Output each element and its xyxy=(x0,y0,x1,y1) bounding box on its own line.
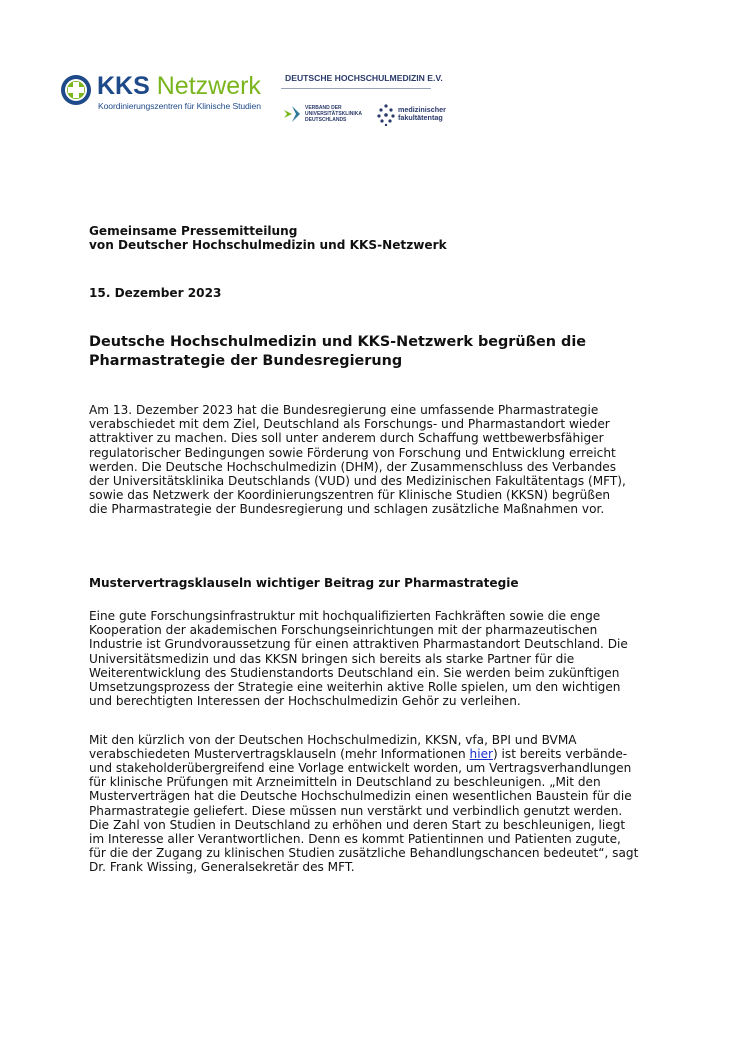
mft-text: medizinischer fakultätentag xyxy=(398,105,446,123)
dhm-divider xyxy=(281,88,431,89)
kks-subtitle: Koordinierungszentren für Klinische Studien xyxy=(98,101,261,111)
more-info-link[interactable]: hier xyxy=(469,747,493,761)
vud-arrow-icon xyxy=(283,105,301,123)
intro-paragraph: Am 13. Dezember 2023 hat die Bundesregierung eine umfassende Pharmastrategie verabschiedet mit dem Ziel, Deutschland als Forschungs- und Pharmastandort wieder attraktiver zu machen. Dies soll unter anderem durch Schaffung wettbewerbsfähiger regulatorischer Bedingungen sowie Förderung von Forschung und Entwicklung erreicht werden. Die Deutsche Hochschulmedizin (DHM), der Zusammenschluss des Verbandes der Universitätsklinika Deutschlands (VUD) und des Medizinischen Fakultätentags (MFT), sowie das Netzwerk der Koordinierungszentren für Klinische Studien (KKSN) begrüßen die Pharmastrategie der Bundesregierung und schlagen zusätzliche Maßnahmen vor. xyxy=(89,403,626,517)
kks-brand-netzwerk: Netzwerk xyxy=(156,72,261,100)
release-date: 15. Dezember 2023 xyxy=(89,286,222,300)
paragraph-2-line-2-post: ) ist bereits verbände- xyxy=(493,747,628,761)
paragraph-2-line-2 xyxy=(89,747,627,761)
vud-text: VERBAND DER UNIVERSITÄTSKLINIKA DEUTSCHLANDS xyxy=(305,105,362,123)
paragraph-2-line-1: Mit den kürzlich von der Deutschen Hochschulmedizin, KKSN, vfa, BPI und BVMA xyxy=(89,733,577,747)
kks-brand-text xyxy=(97,72,261,100)
paragraph-2-rest: und stakeholderübergreifend eine Vorlage entwickelt worden, um Vertragsverhandlungen für klinische Prüfungen mit Arzneimitteln in Deutschland zu beschleunigen. „Mit den Musterverträgen hat die Deutsche Hochschulmedizin einen wesentlichen Baustein für die Pharmastrategie geliefert. Diese müssen nun verstärkt und verbindlich genutzt werden. Die Zahl von Studien in Deutschland zu erhöhen und deren Start zu beschleunigen, liegt im Interesse aller Verantwortlichen. Denn es kommt Patientinnen und Patienten zugute, für die der Zugang zu klinischen Studien zusätzliche Behandlungschancen bedeutet“, sagt Dr. Frank Wissing, Generalsekretär des MFT. xyxy=(89,761,639,875)
dhm-logo xyxy=(281,73,446,133)
headline: Deutsche Hochschulmedizin und KKS-Netzwerk begrüßen die Pharmastrategie der Bundesregierung xyxy=(89,334,587,369)
kks-cross-icon xyxy=(60,74,92,106)
kks-netzwerk-logo xyxy=(60,72,265,118)
paragraph-1: Eine gute Forschungsinfrastruktur mit hochqualifizierten Fachkräften sowie die enge Kooperation der akademischen Forschungseinrichtungen mit der pharmazeutischen Industrie ist Grundvoraussetzung für einen attraktiven Pharmastandort Deutschland. Die Universitätsmedizin und das KKSN bringen sich bereits als starke Partner für die Weiterentwicklung des Studienstandorts Deutschland ein. Sie werden beim zukünftigen Umsetzungsprozess der Strategie eine weiterhin aktive Rolle spielen, um den wichtigen und berechtigten Interessen der Hochschulmedizin Gehör zu verleihen. xyxy=(89,609,628,709)
kks-brand-kks: KKS xyxy=(97,72,150,100)
mft-dots-icon xyxy=(377,104,395,126)
press-release-label: Gemeinsame Pressemitteilung von Deutscher Hochschulmedizin und KKS-Netzwerk xyxy=(89,224,447,253)
section-heading: Mustervertragsklauseln wichtiger Beitrag zur Pharmastrategie xyxy=(89,576,519,590)
paragraph-2-line-2-pre: verabschiedeten Mustervertragsklauseln (mehr Informationen xyxy=(89,747,470,761)
dhm-title: DEUTSCHE HOCHSCHULMEDIZIN E.V. xyxy=(285,73,443,83)
